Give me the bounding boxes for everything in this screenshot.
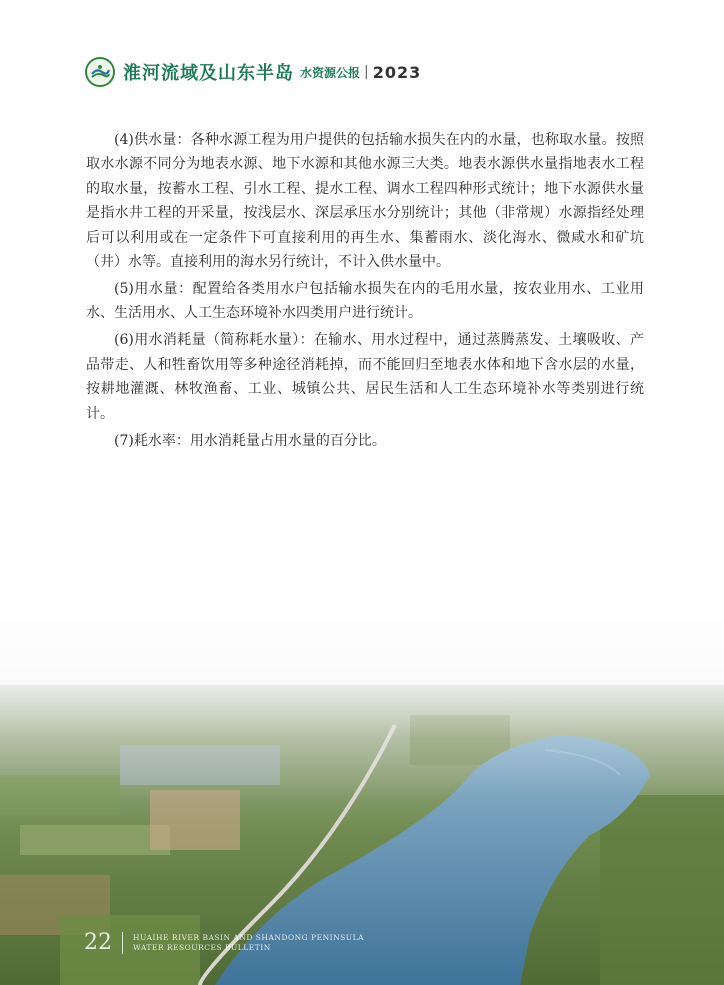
publication-title: 淮河流域及山东半岛 — [123, 63, 294, 84]
aerial-river-photo — [0, 575, 724, 985]
footer-line-2: WATER RESOURCES BULLETIN — [133, 942, 271, 952]
publication-year: 2023 — [372, 62, 422, 82]
definitions-text — [86, 128, 644, 456]
title-separator: | — [364, 64, 369, 80]
footer-bulletin-name — [133, 933, 364, 953]
page-header — [85, 56, 421, 88]
paragraph-consumption-rate: (7)耗水率：用水消耗量占用水量的百分比。 — [114, 432, 386, 449]
page-number: 22 — [84, 930, 112, 955]
footer-divider — [122, 932, 123, 954]
river-basin-logo-icon — [85, 57, 115, 87]
footer-line-1: HUAIHE RIVER BASIN AND SHANDONG PENINSULA — [133, 932, 365, 942]
paragraph-water-supply: (4)供水量：各种水源工程为用户提供的包括输水损失在内的水量，也称取水量。按照取水水源不同分为地表水源、地下水源和其他水源三大类。地表水源供水量指地表水工程的取水量，按蓄水工程、引水工程、提水工程、调水工程四种形式统计；地下水源供水量是指水井工程的开采量，按浅层水、深层承压水分别统计；其他（非常规）水源指经处理后可以利用或在一定条件下可直接利用的再生水、集蓄雨水、淡化海水、微咸水和矿坑（井）水等。直接利用的海水另行统计，不计入供水量中。 — [86, 132, 644, 271]
paragraph-water-consumption: (6)用水消耗量（简称耗水量）：在输水、用水过程中，通过蒸腾蒸发、土壤吸收、产品带走、人和牲畜饮用等多种途径消耗掉，而不能回归至地表水体和地下含水层的水量，按耕地灌溉、林牧渔畜、工业、城镇公共、居民生活和人工生态环境补水等类别进行统计。 — [86, 332, 644, 422]
paragraph-water-use: (5)用水量：配置给各类用水户包括输水损失在内的毛用水量，按农业用水、工业用水、生活用水、人工生态环境补水四类用户进行统计。 — [86, 281, 644, 322]
publication-subtitle: 水资源公报 — [300, 65, 361, 80]
page-footer — [84, 930, 364, 955]
